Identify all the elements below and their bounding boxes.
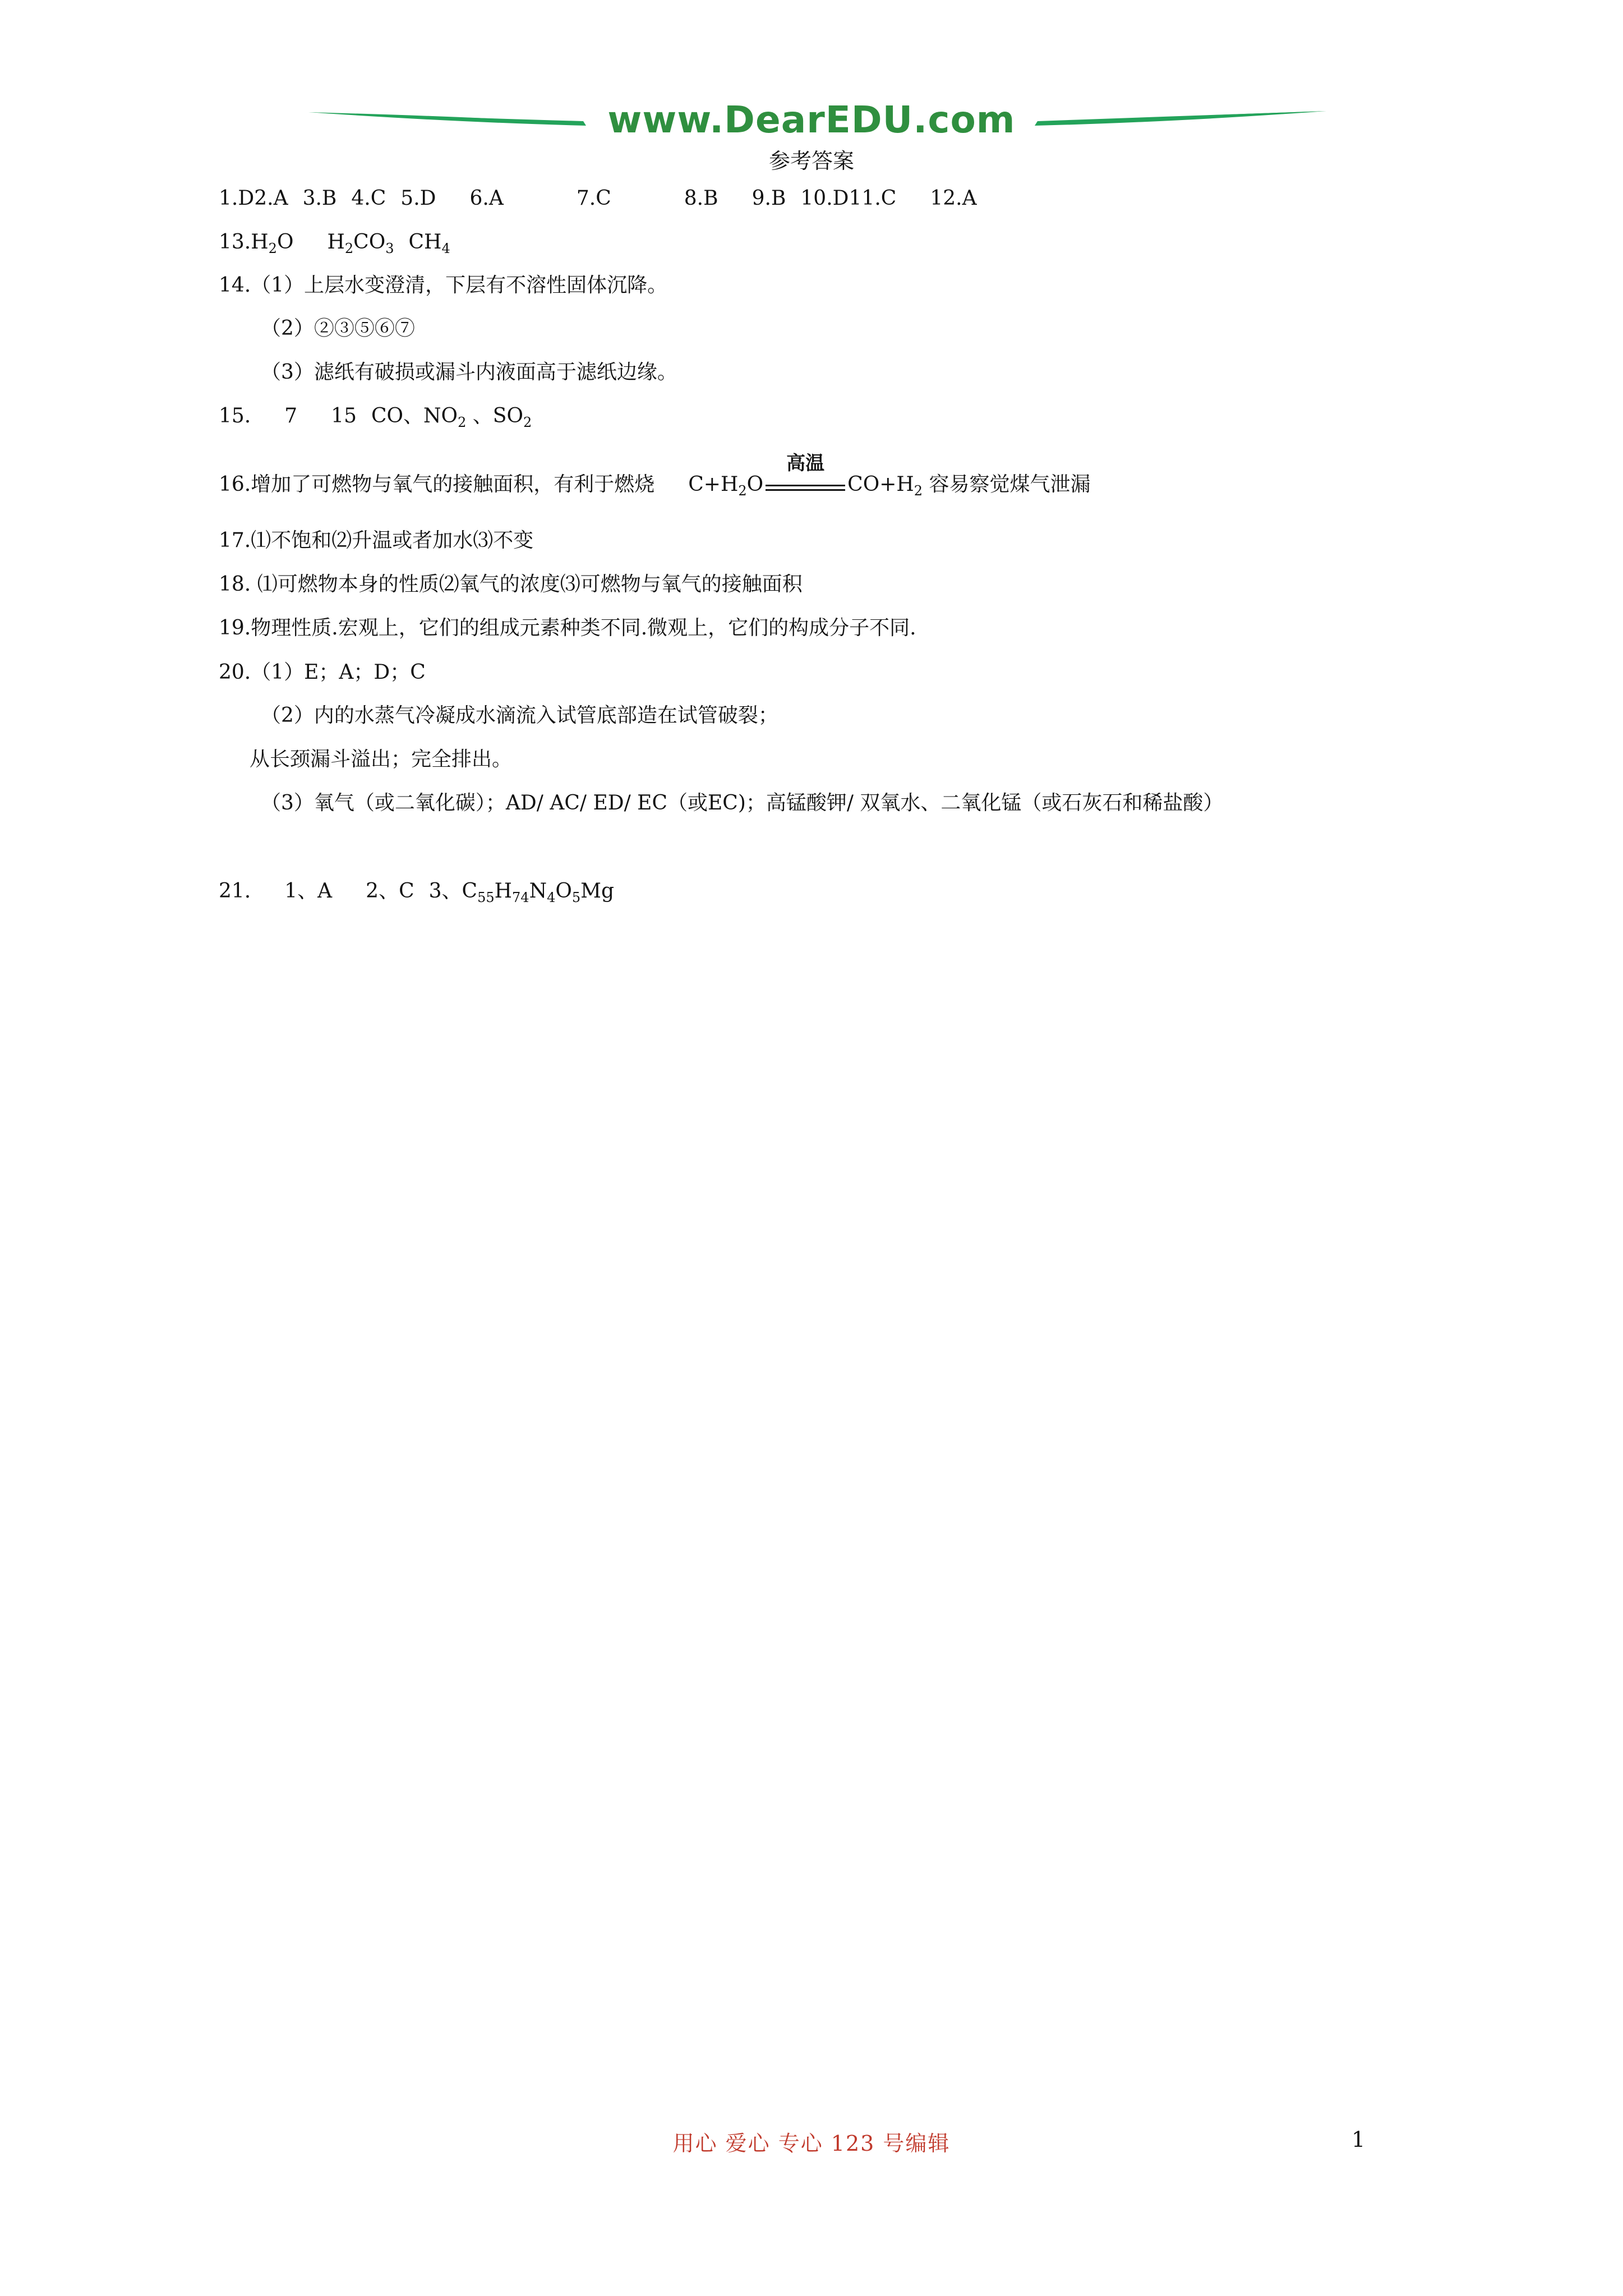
site-logo-text: www.DearEDU.com — [607, 98, 1016, 141]
answer-line-20-1: 20.（1）E；A；D；C — [219, 661, 426, 684]
answer-line-19: 19.物理性质.宏观上，它们的组成元素种类不同.微观上，它们的构成分子不同. — [219, 616, 916, 639]
page-footer: 用心 爱心 专心 123 号编辑 — [672, 2131, 951, 2156]
page-title: 参考答案 — [768, 149, 854, 173]
answer-line-16: 16.增加了可燃物与氧气的接触面积，有利于燃烧 $C+H_2O$ 高温 $CO+H_2$ 容易察觉煤气泄漏 — [219, 452, 1091, 499]
answer-line-15: 15. 7 15 CO、$NO_2$ 、$SO_2$ — [219, 404, 532, 430]
answer-line-20-3: 从长颈漏斗溢出；完全排出。 — [250, 748, 513, 771]
answer-line-13: $13.H_2O$ $H_2CO_3$ $CH_4$ — [219, 231, 450, 256]
answer-line-14-2: （2）②③⑤⑥⑦ — [261, 317, 415, 340]
answer-line-21: 21. 1、A 2、C 3、$C_{55}H_{74}N_4O_5Mg$ — [219, 880, 615, 905]
answer-line-1-12: 1.D2.A 3.B 4.C 5.D 6.A 7.C 8.B 9.B 10.D11.C 12.A — [219, 187, 977, 210]
reaction-condition-equals: 高温 — [763, 471, 847, 498]
answer-line-14-3: （3）滤纸有破损或漏斗内液面高于滤纸边缘。 — [261, 361, 677, 384]
answer-line-18: 18. ⑴可燃物本身的性质⑵氧气的浓度⑶可燃物与氧气的接触面积 — [219, 573, 803, 596]
page-number: 1 — [1352, 2127, 1366, 2152]
answer-line-20-2: （2）内的水蒸气冷凝成水滴流入试管底部造在试管破裂； — [261, 704, 778, 727]
answer-line-17: 17.⑴不饱和⑵升温或者加水⑶不变 — [219, 529, 534, 552]
answer-line-14-1: 14.（1）上层水变澄清，下层有不溶性固体沉降。 — [219, 274, 668, 297]
answer-line-20-4: （3）氧气（或二氧化碳）；AD/ AC/ ED/ EC（或EC)；高锰酸钾/ 双氧水、二氧化锰（或石灰石和稀盐酸） — [261, 792, 1224, 815]
